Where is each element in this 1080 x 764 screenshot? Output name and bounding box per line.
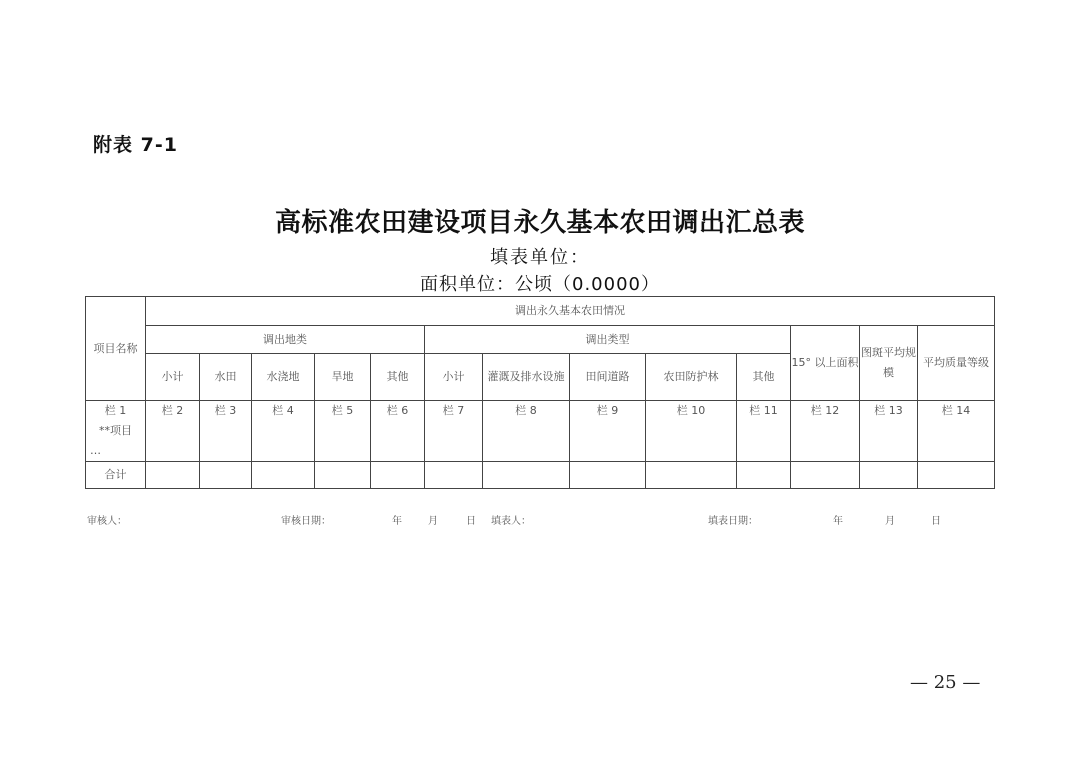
table-row-project — [86, 421, 995, 441]
table-row-col-numbers — [86, 401, 995, 422]
reviewer-label: 审核人： — [87, 516, 127, 527]
col-number: 栏 9 — [570, 401, 646, 422]
col-number: 栏 12 — [791, 401, 860, 422]
fill-month-label: 月 — [885, 516, 895, 527]
land-type-col: 水浇地 — [252, 354, 315, 401]
adjust-type-header: 调出类型 — [425, 326, 791, 354]
total-row-label: 合计 — [86, 462, 146, 489]
slope-area-header: 15° 以上面积 — [791, 326, 860, 401]
table-row-ellipsis — [86, 441, 995, 462]
project-row-label: **项目 — [86, 421, 146, 441]
col-number: 栏 8 — [483, 401, 570, 422]
table-row-total — [86, 462, 995, 489]
review-year-label: 年 — [392, 516, 402, 527]
land-type-col: 旱地 — [315, 354, 371, 401]
adjust-type-col: 其他 — [737, 354, 791, 401]
filler-person-label: 填表人： — [491, 516, 531, 527]
col-number: 栏 5 — [315, 401, 371, 422]
col-number: 栏 11 — [737, 401, 791, 422]
col-number: 栏 3 — [200, 401, 252, 422]
col-number: 栏 14 — [918, 401, 995, 422]
col-number: 栏 10 — [646, 401, 737, 422]
col-number: 栏 1 — [86, 401, 146, 422]
land-type-col: 水田 — [200, 354, 252, 401]
filler-unit-label: 填表单位： — [490, 247, 590, 268]
attachment-label: 附表 7-1 — [93, 134, 178, 156]
avg-quality-header: 平均质量等级 — [918, 326, 995, 401]
land-type-header: 调出地类 — [146, 326, 425, 354]
signature-footer — [85, 512, 994, 528]
adjust-type-col: 小计 — [425, 354, 483, 401]
col-number: 栏 2 — [146, 401, 200, 422]
review-date-label: 审核日期： — [281, 516, 331, 527]
col-number: 栏 6 — [371, 401, 425, 422]
avg-scale-header: 图斑平均规模 — [860, 326, 918, 401]
land-type-col: 其他 — [371, 354, 425, 401]
land-type-col: 小计 — [146, 354, 200, 401]
ellipsis-row-label: … — [86, 441, 146, 462]
adjust-type-col: 灌溉及排水设施 — [483, 354, 570, 401]
fill-day-label: 日 — [931, 516, 941, 527]
page-number: — 25 — — [910, 672, 981, 693]
adjust-type-col: 农田防护林 — [646, 354, 737, 401]
project-name-header: 项目名称 — [86, 297, 146, 401]
summary-table — [85, 296, 995, 489]
document-title: 高标准农田建设项目永久基本农田调出汇总表 — [274, 208, 805, 238]
review-day-label: 日 — [466, 516, 476, 527]
group-header: 调出永久基本农田情况 — [146, 297, 995, 326]
fill-date-label: 填表日期： — [708, 516, 758, 527]
col-number: 栏 7 — [425, 401, 483, 422]
fill-year-label: 年 — [833, 516, 843, 527]
adjust-type-col: 田间道路 — [570, 354, 646, 401]
review-month-label: 月 — [428, 516, 438, 527]
col-number: 栏 4 — [252, 401, 315, 422]
col-number: 栏 13 — [860, 401, 918, 422]
area-unit-label: 面积单位：公顷（0.0000） — [420, 274, 660, 295]
